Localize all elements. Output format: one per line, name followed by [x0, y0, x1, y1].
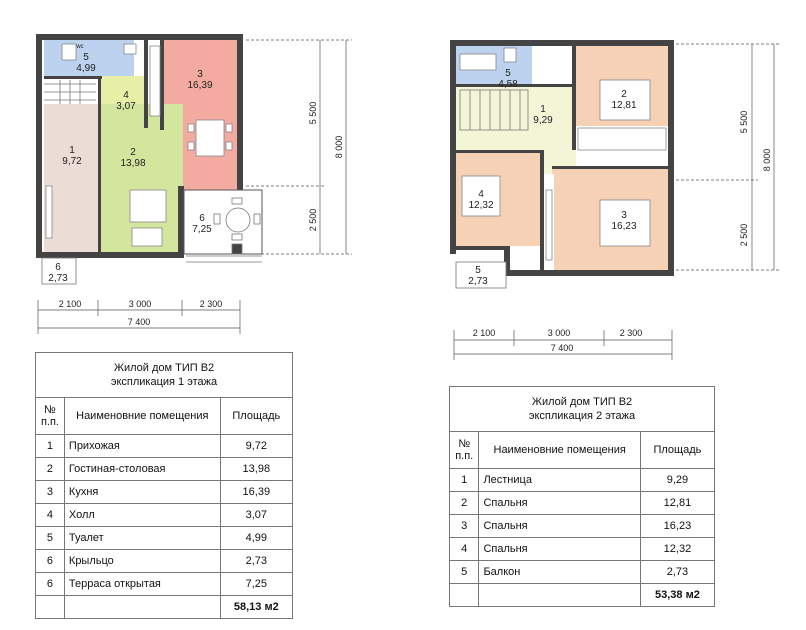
room-area: 4,99: [76, 63, 96, 74]
row-no: 2: [450, 492, 479, 515]
table-total-row: [36, 596, 293, 619]
row-name: Кухня: [64, 481, 220, 504]
room-no: 5: [505, 68, 511, 79]
room-area: 12,32: [468, 200, 494, 211]
room-area: 7,25: [192, 224, 212, 235]
table-row: [36, 550, 293, 573]
row-name: Гостиная-столовая: [64, 458, 220, 481]
row-name: Спальня: [479, 538, 640, 561]
row-no: 1: [450, 469, 479, 492]
table-total-row: [450, 584, 715, 607]
row-name: Спальня: [479, 515, 640, 538]
row-area: 12,32: [640, 538, 714, 561]
row-name: Балкон: [479, 561, 640, 584]
room-area: 2,73: [48, 273, 68, 284]
table-row: [36, 481, 293, 504]
row-no: 6: [36, 573, 65, 596]
row-area: 4,99: [220, 527, 292, 550]
room-area: 9,72: [62, 156, 82, 167]
row-no: 2: [36, 458, 65, 481]
dim-total: 7 400: [550, 343, 574, 353]
table-row: [450, 538, 715, 561]
row-no: 1: [36, 435, 65, 458]
row-area: 16,39: [220, 481, 292, 504]
room-area: 13,98: [120, 158, 146, 169]
row-name: Холл: [64, 504, 220, 527]
terrace-1: [184, 190, 262, 254]
table-row: [36, 435, 293, 458]
room-no: 4: [478, 189, 484, 200]
dim-bottom: 3 000: [128, 299, 152, 309]
table-title: Жилой дом ТИП В2: [113, 362, 215, 374]
room-area: 3,07: [116, 101, 136, 112]
room-no: 6: [199, 213, 205, 224]
col-name: Наименовние помещения: [64, 398, 220, 435]
room-no: 3: [197, 69, 203, 80]
row-area: 16,23: [640, 515, 714, 538]
room-no: 6: [55, 262, 61, 273]
dim-bottom: 2 100: [472, 328, 496, 338]
room-area: 2,73: [468, 276, 488, 287]
dim-right-total: 8 000: [762, 148, 772, 172]
table-row: [450, 469, 715, 492]
explication-table-1: [35, 352, 293, 619]
col-no: № п.п.: [36, 398, 65, 435]
row-area: 3,07: [220, 504, 292, 527]
dim-right: 5 500: [308, 101, 318, 125]
room-no: 2: [621, 89, 627, 100]
row-no: 3: [450, 515, 479, 538]
table-row: [36, 504, 293, 527]
row-no: 6: [36, 550, 65, 573]
row-no: 4: [36, 504, 65, 527]
table-row: [450, 492, 715, 515]
table-subtitle: экспликация 1 этажа: [110, 376, 218, 388]
table-row: [36, 573, 293, 596]
row-name: Прихожая: [64, 435, 220, 458]
room-area: 12,81: [611, 100, 637, 111]
col-name: Наименовние помещения: [479, 432, 640, 469]
table-row: [450, 561, 715, 584]
room-area: 16,39: [187, 80, 213, 91]
room-no: 5: [475, 265, 481, 276]
col-no: № п.п.: [450, 432, 479, 469]
room-no: 1: [540, 104, 546, 115]
room-no: 4: [123, 90, 129, 101]
dim-total: 7 400: [127, 317, 151, 327]
table-subtitle: экспликация 2 этажа: [528, 410, 636, 422]
row-area: 2,73: [640, 561, 714, 584]
row-area: 9,29: [640, 469, 714, 492]
row-name: Терраса открытая: [64, 573, 220, 596]
row-name: Туалет: [64, 527, 220, 550]
dim-bottom: 3 000: [547, 328, 571, 338]
room-area: 4,58: [498, 79, 518, 90]
row-name: Крыльцо: [64, 550, 220, 573]
table-row: [36, 458, 293, 481]
dim-right: 2 500: [739, 223, 749, 247]
table-row: [36, 527, 293, 550]
table-total: 53,38 м2: [640, 584, 714, 607]
row-no: 5: [36, 527, 65, 550]
dim-bottom: 2 300: [199, 299, 223, 309]
col-area: Площадь: [220, 398, 292, 435]
row-area: 2,73: [220, 550, 292, 573]
room-area: 16,23: [611, 221, 637, 232]
dim-right: 5 500: [739, 110, 749, 134]
room-area: 9,29: [533, 115, 553, 126]
row-no: 3: [36, 481, 65, 504]
dim-bottom: 2 300: [619, 328, 643, 338]
row-area: 13,98: [220, 458, 292, 481]
staircase-1: [44, 80, 96, 104]
room-entrance: [44, 104, 100, 252]
table-title: Жилой дом ТИП В2: [531, 396, 633, 408]
row-area: 12,81: [640, 492, 714, 515]
wc-label: wc: [76, 44, 84, 50]
dim-right-total: 8 000: [334, 135, 344, 159]
explication-table-2: [449, 386, 715, 607]
table-row: [450, 515, 715, 538]
row-name: Лестница: [479, 469, 640, 492]
room-no: 2: [130, 147, 136, 158]
dim-right: 2 500: [308, 208, 318, 232]
room-no: 1: [69, 145, 75, 156]
room-no: 5: [83, 52, 89, 63]
row-name: Спальня: [479, 492, 640, 515]
room-no: 3: [621, 210, 627, 221]
row-no: 5: [450, 561, 479, 584]
dim-bottom: 2 100: [58, 299, 82, 309]
row-area: 7,25: [220, 573, 292, 596]
table-total: 58,13 м2: [220, 596, 292, 619]
col-area: Площадь: [640, 432, 714, 469]
row-no: 4: [450, 538, 479, 561]
row-area: 9,72: [220, 435, 292, 458]
